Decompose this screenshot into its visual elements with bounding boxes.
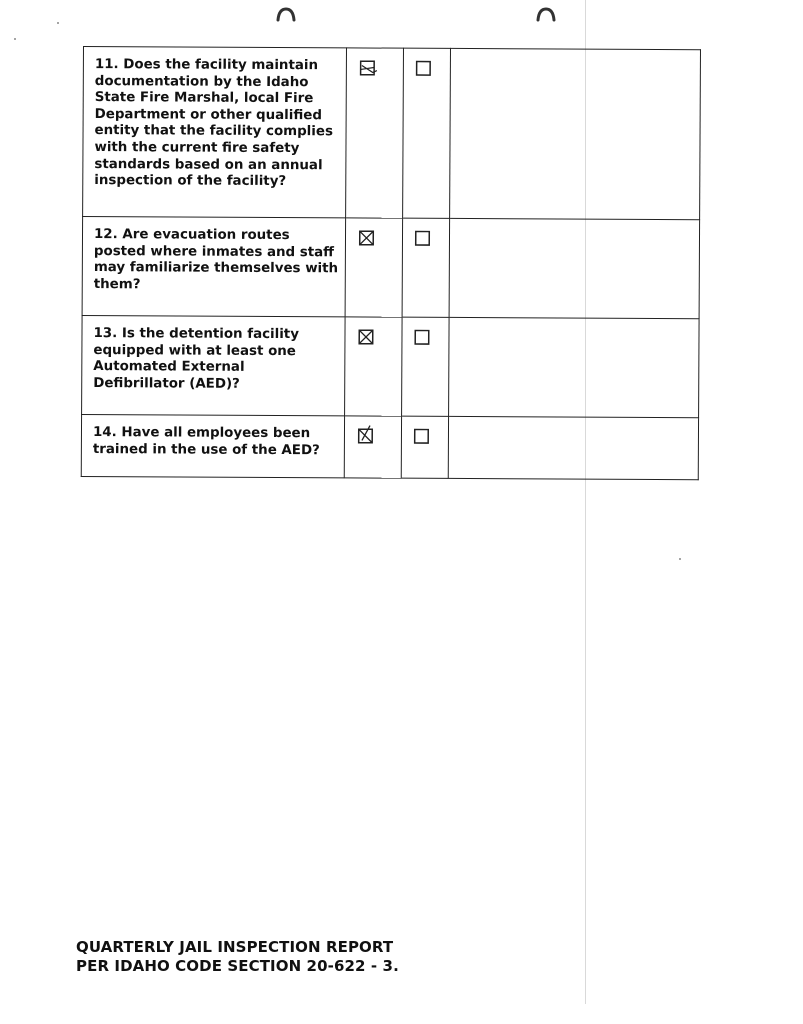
- question-text: Does the facility maintain documentation by the Idaho State Fire Marshal, local Fire Department or other qualified entity that the facility complies with the current fire safety standards based on an annual inspection of the facility?: [94, 57, 333, 190]
- no-checkbox-icon[interactable]: [414, 330, 429, 345]
- no-cell: [401, 416, 448, 478]
- question-number: 14.: [92, 425, 117, 441]
- question-cell: [81, 414, 344, 477]
- yes-cell: [345, 317, 403, 416]
- yes-cell: [344, 416, 401, 478]
- question-cell: [83, 47, 347, 218]
- yes-checkbox-checked-icon[interactable]: [360, 60, 375, 75]
- footer-statute: PER IDAHO CODE SECTION 20-622 - 3.: [76, 957, 399, 975]
- question-row-11: [83, 47, 701, 220]
- no-checkbox-icon[interactable]: [416, 61, 431, 76]
- question-row-12: [82, 217, 700, 319]
- question-row-14: [81, 414, 698, 479]
- no-checkbox-icon[interactable]: [414, 429, 429, 444]
- yes-checkbox-checked-icon[interactable]: [358, 329, 373, 344]
- no-checkbox-icon[interactable]: [415, 231, 430, 246]
- question-text: Is the detention facility equipped with at least one Automated External Defibrillator (AED)?: [93, 326, 299, 392]
- question-text: Have all employees been trained in the use of the AED?: [92, 425, 320, 458]
- inspection-questions-table: [81, 46, 701, 480]
- scan-speck: [14, 38, 16, 40]
- question-number: 12.: [93, 227, 118, 243]
- question-cell: [82, 217, 346, 317]
- footer-title: QUARTERLY JAIL INSPECTION REPORT: [76, 938, 394, 956]
- yes-cell: [345, 218, 403, 317]
- no-cell: [402, 218, 450, 317]
- question-text: Are evacuation routes posted where inmates and staff may familiarize themselves with them?: [93, 227, 339, 293]
- report-footer: [76, 938, 399, 976]
- comment-cell[interactable]: [448, 416, 698, 479]
- scan-speck: [679, 558, 681, 560]
- question-number: 11.: [94, 57, 119, 73]
- punch-hole-left-icon: [275, 6, 297, 22]
- question-row-13: [82, 315, 700, 417]
- yes-cell: [346, 48, 404, 218]
- comment-cell[interactable]: [449, 317, 700, 417]
- question-number: 13.: [93, 326, 118, 342]
- yes-checkbox-checked-icon[interactable]: [358, 428, 373, 443]
- punch-hole-right-icon: [535, 6, 557, 22]
- no-cell: [402, 317, 450, 416]
- no-cell: [403, 48, 451, 218]
- comment-cell[interactable]: [450, 48, 701, 219]
- question-cell: [82, 315, 346, 415]
- comment-cell[interactable]: [449, 218, 700, 318]
- yes-checkbox-checked-icon[interactable]: [359, 230, 374, 245]
- scan-speck: [57, 22, 59, 24]
